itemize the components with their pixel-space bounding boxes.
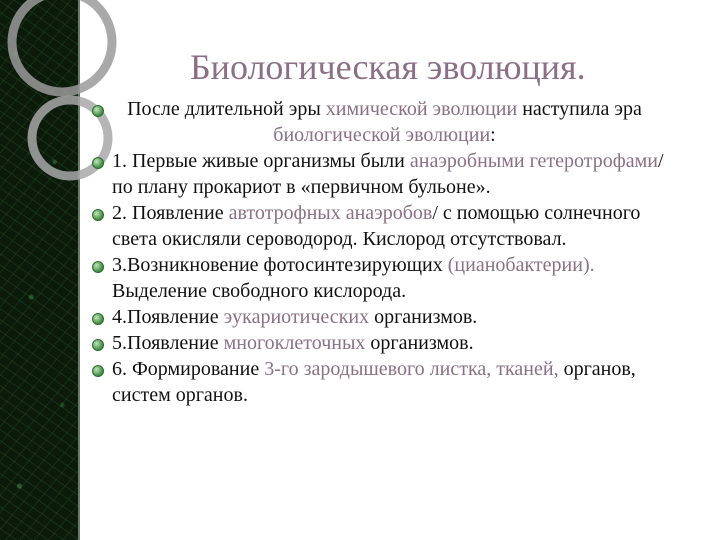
bullet-text-fragment: 4.Появление xyxy=(112,306,224,328)
highlighted-term: 3-го зародышевого листка, тканей, xyxy=(264,358,559,380)
bullet-text-fragment: : xyxy=(490,124,496,146)
bullet-text xyxy=(112,358,636,406)
highlighted-term: биологической эволюции xyxy=(273,124,491,146)
bullet-text xyxy=(112,332,474,354)
bullet-text-fragment: 2. Появление xyxy=(112,202,229,224)
bullet-text-fragment: 5.Появление xyxy=(112,332,224,354)
highlighted-term: химической эволюции xyxy=(325,98,518,120)
bullet-text-fragment: организмов. xyxy=(369,306,478,328)
slide-title: Биологическая эволюция. xyxy=(190,47,586,87)
bullet-list xyxy=(92,96,677,408)
bullet-dot-icon xyxy=(92,261,104,273)
bullet-text xyxy=(112,254,595,302)
highlighted-term: автотрофных анаэробов xyxy=(228,202,433,224)
bullet-dot-icon xyxy=(92,365,104,377)
bullet-dot-icon xyxy=(92,313,104,325)
highlighted-term: многоклеточных xyxy=(223,332,366,354)
highlighted-term: эукариотических xyxy=(223,306,370,328)
highlighted-term: анаэробными гетеротрофами xyxy=(409,150,658,172)
bullet-item-4 xyxy=(92,304,677,330)
bullet-text-fragment: Выделение свободного кислорода. xyxy=(112,280,407,302)
bullet-text-fragment: 1. Первые живые организмы были xyxy=(112,150,410,172)
bullet-text-fragment: наступила эра xyxy=(517,98,642,120)
bullet-text-fragment: / с помощью солнечного света окисляли сероводород. Кислород отсутствовал. xyxy=(112,202,641,250)
bullet-item-5 xyxy=(92,330,677,356)
bullet-item-intro xyxy=(92,96,677,148)
bullet-dot-icon xyxy=(92,105,104,117)
bullet-text-fragment: 3.Возникновение фотосинтезирующих xyxy=(112,254,448,276)
bullet-text-fragment: органов, систем органов. xyxy=(112,358,636,406)
bullet-dot-icon xyxy=(92,339,104,351)
bullet-item-2 xyxy=(92,200,677,252)
bullet-item-6 xyxy=(92,356,677,408)
bullet-text xyxy=(112,202,640,250)
decorative-ring-large xyxy=(12,0,112,92)
bullet-item-1 xyxy=(92,148,677,200)
bullet-text-fragment: организмов. xyxy=(365,332,474,354)
bullet-item-3 xyxy=(92,252,677,304)
bullet-text-fragment: /по плану прокариот в «первичном бульоне». xyxy=(112,150,664,198)
bullet-text xyxy=(112,306,477,328)
bullet-dot-icon xyxy=(92,209,104,221)
bullet-text-fragment: После длительной эры xyxy=(127,98,326,120)
highlighted-term: (цианобактерии). xyxy=(447,254,595,276)
bullet-text xyxy=(112,150,664,198)
bullet-dot-icon xyxy=(92,157,104,169)
bullet-text xyxy=(127,98,642,146)
bullet-text-fragment: 6. Формирование xyxy=(112,358,265,380)
